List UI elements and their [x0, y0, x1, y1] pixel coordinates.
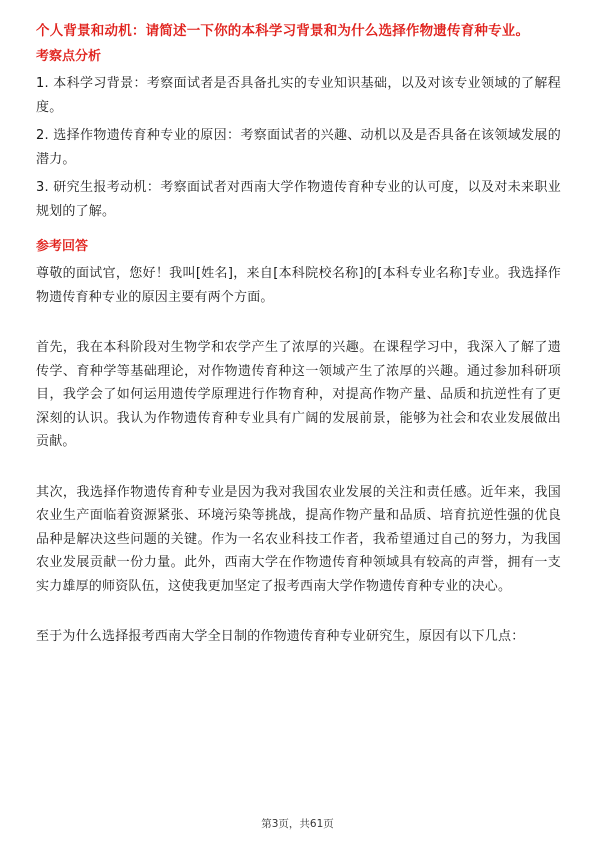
analysis-heading: 考察点分析	[36, 49, 102, 64]
analysis-point-3: 3. 研究生报考动机：考察面试者对西南大学作物遗传育种专业的认可度，以及对未来职业规划的了解。	[36, 180, 561, 219]
page-number-footer: 第3页，共61页	[261, 818, 334, 830]
analysis-point-1: 1. 本科学习背景：考察面试者是否具备扎实的专业知识基础，以及对该专业领域的了解程度。	[36, 76, 561, 115]
question-title: 个人背景和动机：请简述一下你的本科学习背景和为什么选择作物遗传育种专业。	[36, 23, 530, 39]
answer-paragraph-1: 尊敬的面试官，您好！我叫[姓名]，来自[本科院校名称]的[本科专业名称]专业。我选择作物遗传育种专业的原因主要有两个方面。	[36, 266, 561, 305]
spacer	[36, 228, 561, 236]
answer-heading: 参考回答	[36, 239, 89, 254]
answer-paragraph-3: 其次，我选择作物遗传育种专业是因为我对我国农业发展的关注和责任感。近年来，我国农业生产面临着资源紧张、环境污染等挑战，提高作物产量和品质、培育抗逆性强的优良品种是解决这些问题的关键。作为一名农业科技工作者，我希望通过自己的努力，为我国农业发展贡献一份力量。此外，西南大学在作物遗传育种领域具有较高的声誉，拥有一支实力雄厚的师资队伍，这使我更加坚定了报考西南大学作物遗传育种专业的决心。	[36, 484, 561, 594]
spacer	[36, 598, 561, 625]
answer-paragraph-2: 首先，我在本科阶段对生物学和农学产生了浓厚的兴趣。在课程学习中，我深入了解了遗传学、育种学等基础理论，对作物遗传育种这一领域产生了浓厚的兴趣。通过参加科研项目，我学会了如何运用遗传学原理进行作物育种，对提高作物产量、品质和抗逆性有了更深刻的认识。我认为作物遗传育种专业具有广阔的发展前景，能够为社会和农业发展做出贡献。	[36, 340, 561, 449]
analysis-point-2: 2. 选择作物遗传育种专业的原因：考察面试者的兴趣、动机以及是否具备在该领域发展的潜力。	[36, 128, 561, 167]
answer-paragraph-4: 至于为什么选择报考西南大学全日制的作物遗传育种专业研究生，原因有以下几点：	[36, 629, 525, 644]
spacer	[36, 454, 561, 481]
page-content	[36, 20, 561, 649]
spacer	[36, 309, 561, 336]
